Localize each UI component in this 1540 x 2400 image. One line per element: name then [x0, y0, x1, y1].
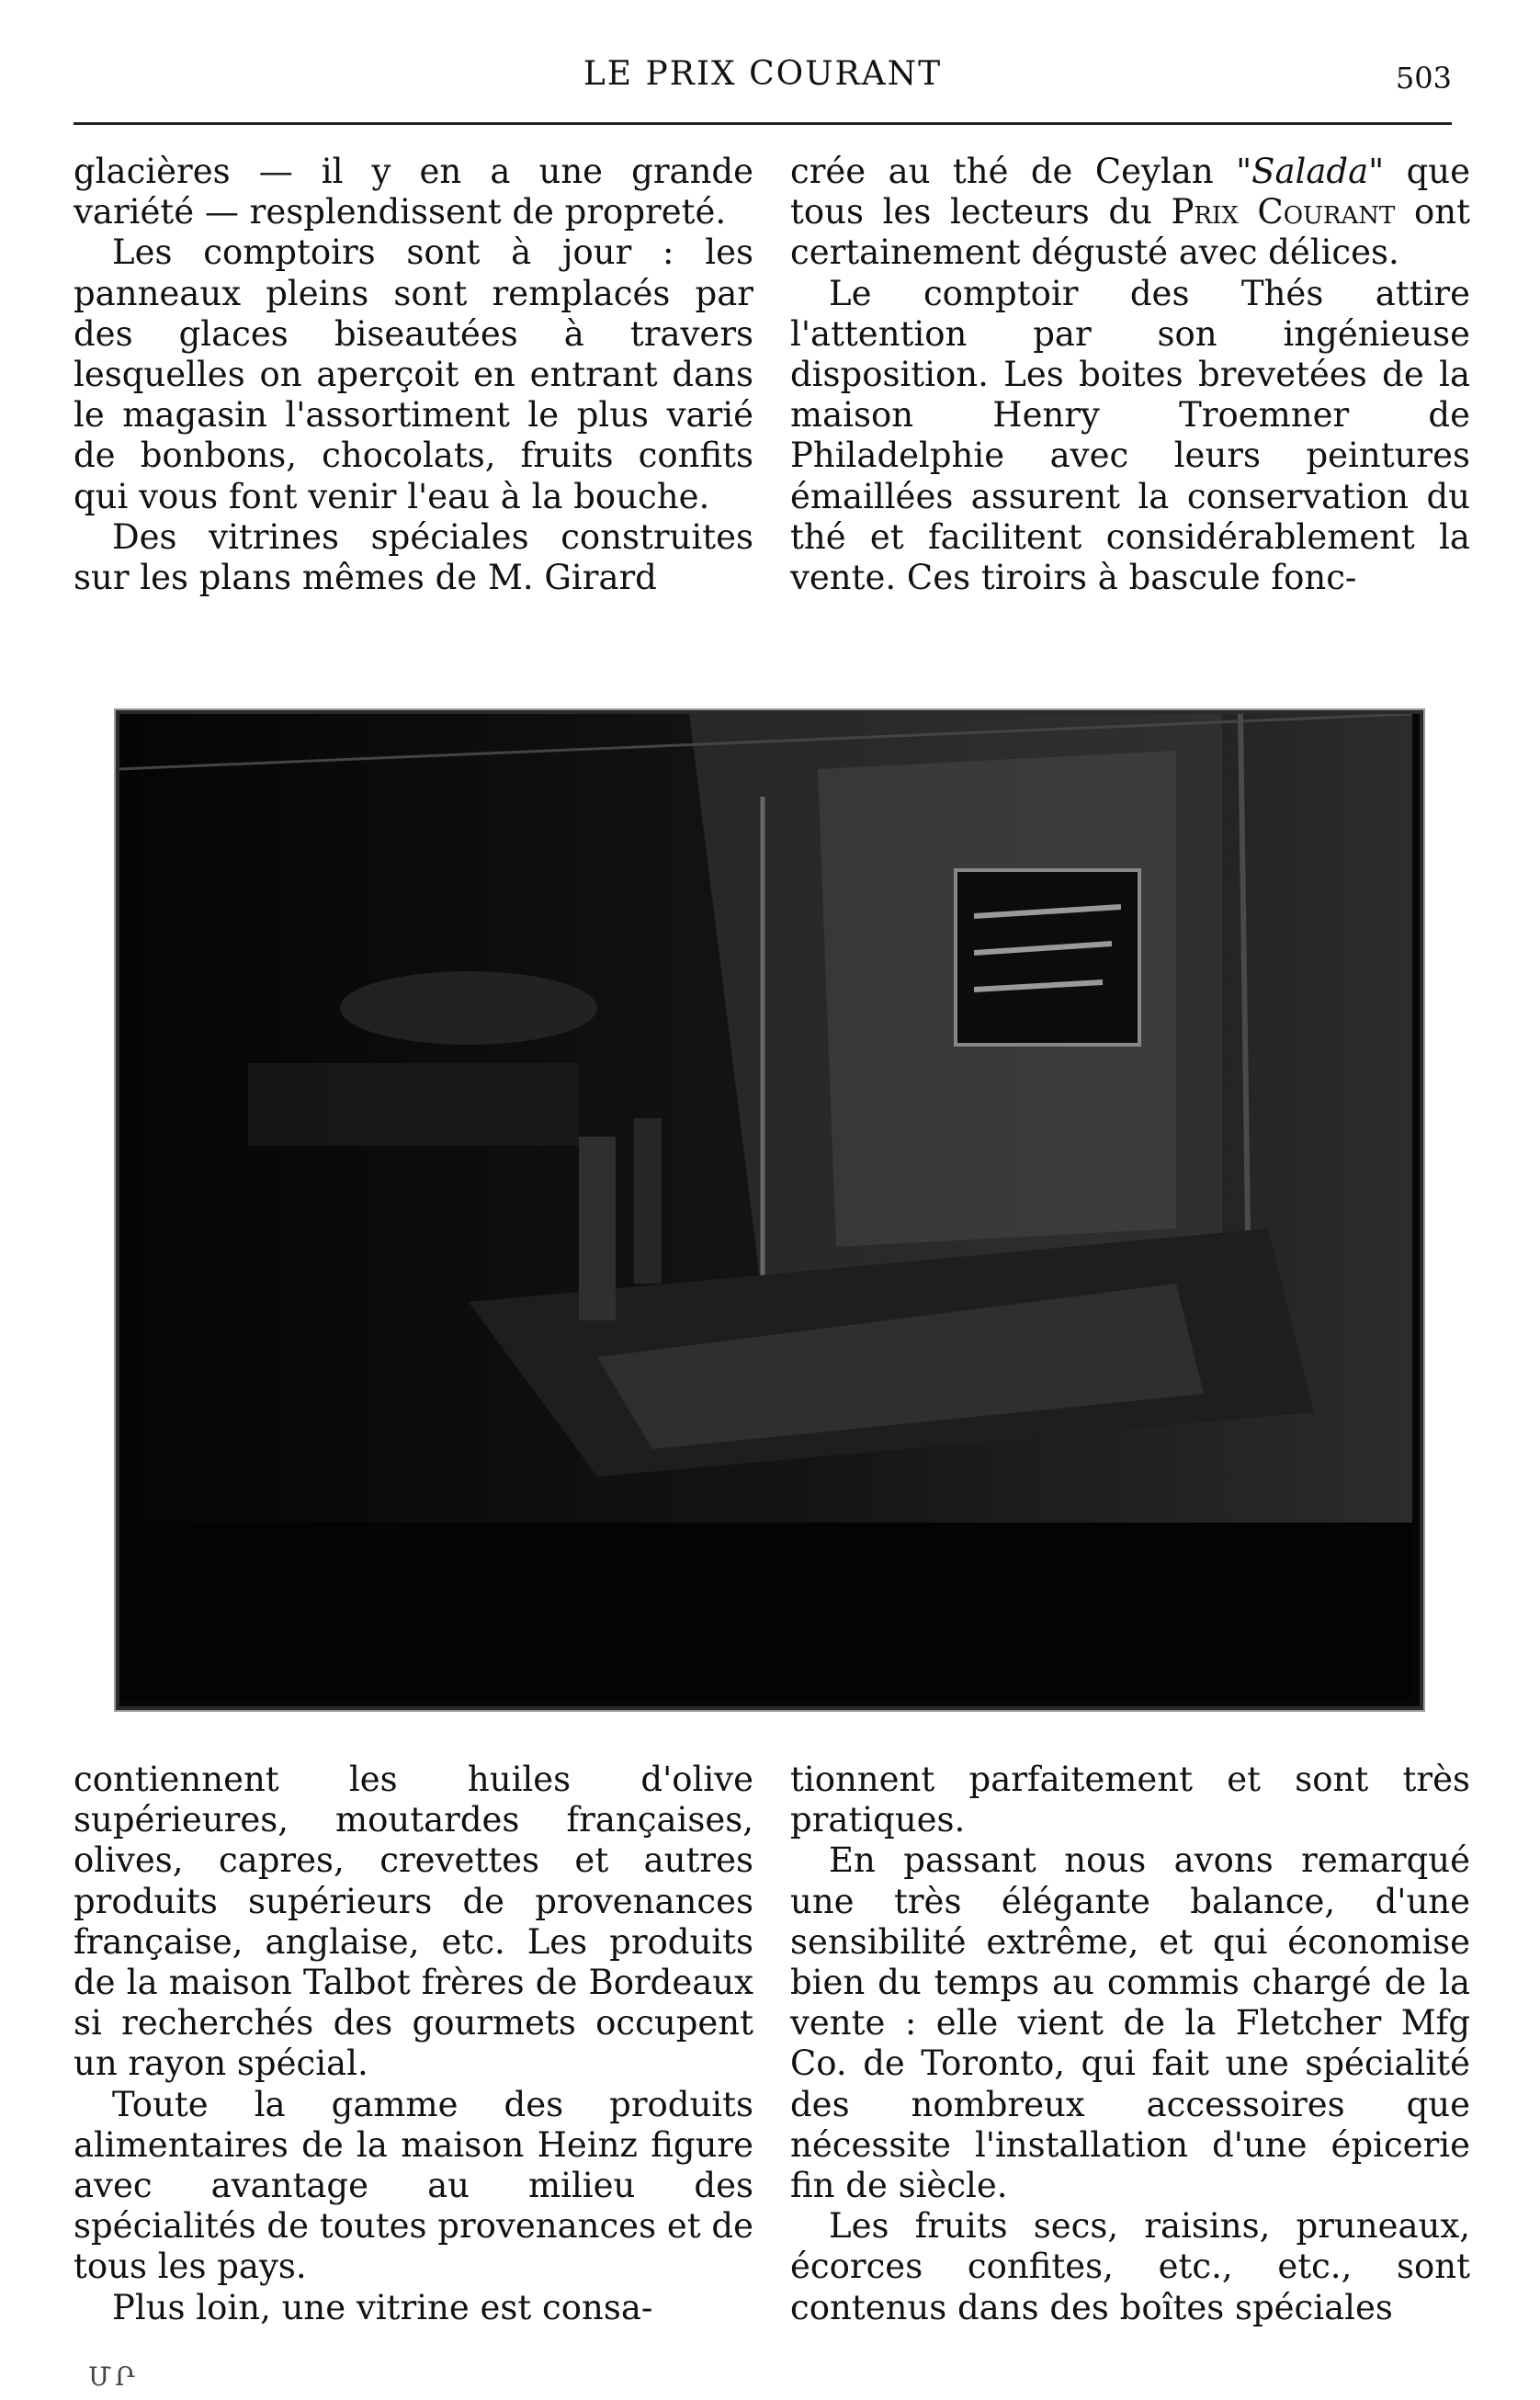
- page-header: [74, 55, 1452, 110]
- corner-mark: ՄՐ: [88, 2361, 139, 2392]
- publication-name: Prix Courant: [1171, 192, 1396, 232]
- paragraph: tionnent parfaitement et sont très pratiques.: [790, 1760, 1470, 1840]
- paragraph: Les fruits secs, raisins, pruneaux, écorces confites, etc., etc., sont contenus dans des boîtes spéciales: [790, 2206, 1470, 2327]
- paragraph: glacières — il y en a une grande variété — resplendissent de propreté.: [74, 152, 753, 232]
- brand-name: Salada: [1251, 152, 1369, 191]
- paragraph: Les comptoirs sont à jour : les panneaux pleins sont remplacés par des glaces biseautées à travers lesquelles on aperçoit en entrant dans le magasin l'assortiment le plus varié de bonbons, chocolats, fruits confits qui vous font venir l'eau à la bouche.: [74, 232, 753, 516]
- paragraph: Plus loin, une vitrine est consa-: [112, 2287, 653, 2327]
- text-run: ont certainement dégusté avec délices.: [790, 192, 1470, 273]
- paragraph: Le comptoir des Thés attire l'attention par son ingénieuse disposition. Les boites brevetées de la maison Henry Troemner de Philadelphie avec leurs peintures émaillées assurent la conservation du thé et facilitent considérablement la vente. Ces tiroirs à bascule fonc-: [790, 273, 1470, 598]
- paragraph: Des vitrines spéciales construites sur les plans mêmes de M. Girard: [74, 516, 753, 598]
- text-run: " que tous les lecteurs du: [790, 152, 1470, 232]
- column-top-right: [790, 152, 1470, 598]
- paragraph: [790, 152, 1470, 274]
- paragraph: En passant nous avons remarqué une très élégante balance, d'une sensibilité extrême, et qui économise bien du temps au commis chargé de la vente : elle vient de la Fletcher Mfg Co. de Toronto, qui fait une spécialité des nombreux accessoires que nécessite l'installation d'une épicerie fin de siècle.: [790, 1840, 1470, 2206]
- column-bottom-left: [74, 1760, 753, 2328]
- store-interior-photo: [116, 710, 1423, 1710]
- column-top-left: [74, 152, 753, 598]
- photo-illustration: [119, 714, 1412, 1699]
- paragraph: Toute la gamme des produits alimentaires de la maison Heinz figure avec avantage au milieu des spécialités de toutes provenances et de tous les pays.: [74, 2084, 753, 2287]
- page-number: 503: [1395, 61, 1452, 96]
- running-title: LE PRIX COURANT: [583, 55, 943, 93]
- column-bottom-right: [790, 1760, 1470, 2328]
- paragraph: contiennent les huiles d'olive supérieures, moutardes françaises, olives, capres, crevettes et autres produits supérieurs de provenances française, anglaise, etc. Les produits de la maison Talbot frères de Bordeaux si recherchés des gourmets occupent un rayon spécial.: [74, 1760, 753, 2084]
- text-run: crée au thé de Ceylan ": [790, 152, 1252, 191]
- header-rule: [74, 122, 1452, 125]
